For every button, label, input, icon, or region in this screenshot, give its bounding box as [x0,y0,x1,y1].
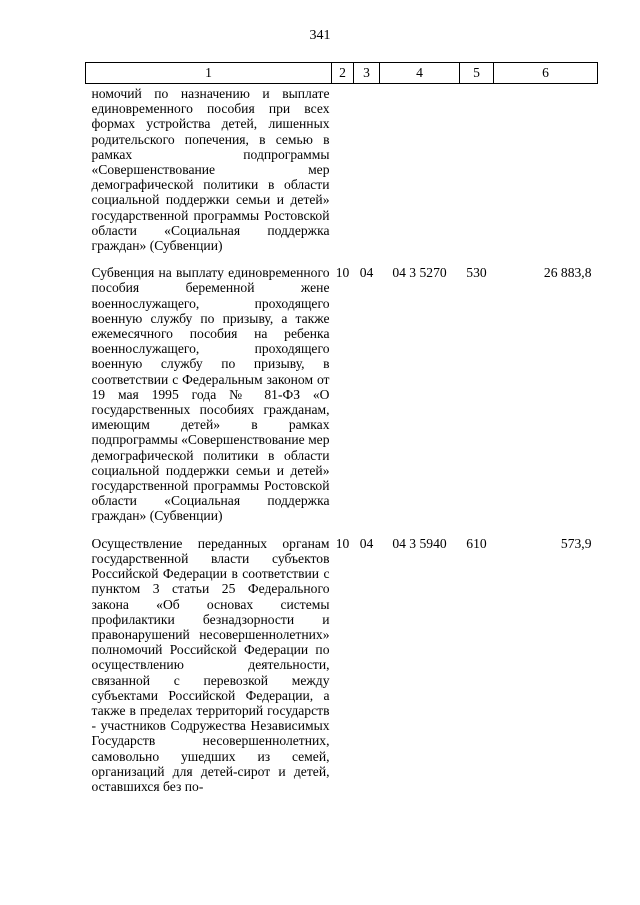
header-col-3: 3 [354,63,380,84]
row-target-code [380,84,460,262]
row-target-code: 04 3 5270 [392,265,447,281]
row-section [332,84,354,262]
row-expense-type: 610 [466,535,487,551]
page-number: 341 [309,28,331,43]
header-col-2: 2 [332,63,354,84]
row-section: 10 [335,535,350,551]
row-amount: 573,9 [560,535,592,551]
table-row [86,84,598,262]
row-amount: 26 883,8 [543,265,592,281]
row-section: 10 [335,265,350,281]
header-col-1: 1 [86,63,332,84]
row-target-code: 04 3 5940 [392,535,447,551]
table-row [86,261,598,531]
row-description: Субвенция на выплату единовременного пособия беременной жене военнослужащего, проходящего военную службу по призыву, а также ежемесячного пособия на ребенка военнослужащего, проходящего военную службу по призыву, в соответствии с Федеральным законом от 19 мая 1995 года № 81-ФЗ «О государственных пособиях гражданам, имеющим детей» в рамках подпрограммы «Совершенствование мер демографической политики в области социальной поддержки семьи и детей» государственной программы Ростовской области «Социальная поддержка граждан» (Субвенции) [91,265,330,524]
row-description: Осуществление переданных органам государственной власти субъектов Российской Федерации в соответствии с пунктом 3 статьи 25 Федерального закона «Об основах системы профилактики безнадзорности и правонарушений несовершеннолетних» полномочий Российской Федерации по осуществлению деятельности, связанной с перевозкой между субъектами Российской Федерации, а также в пределах территорий государств - участников Содружества Независимых Государств несовершеннолетних, самовольно ушедших из семей, организаций для детей-сирот и детей, оставшихся без по- [91,535,330,794]
table-header-row [86,63,598,84]
header-col-4: 4 [380,63,460,84]
row-description: номочий по назначению и выплате единовременного пособия при всех формах устройства детей, лишенных родительского попечения, в семью в рамках подпрограммы «Совершенствование мер демографической политики в области социальной поддержки семьи и детей» государственной программы Ростовской области «Социальная поддержка граждан» (Субвенции) [91,86,330,254]
row-expense-type: 530 [466,265,487,281]
row-expense-type [460,84,494,262]
header-col-6: 6 [494,63,598,84]
row-subsection: 04 [359,535,374,551]
table-row [86,532,598,794]
row-subsection: 04 [359,265,374,281]
row-subsection [354,84,380,262]
row-amount [494,84,598,262]
header-col-5: 5 [460,63,494,84]
budget-table [85,62,598,794]
